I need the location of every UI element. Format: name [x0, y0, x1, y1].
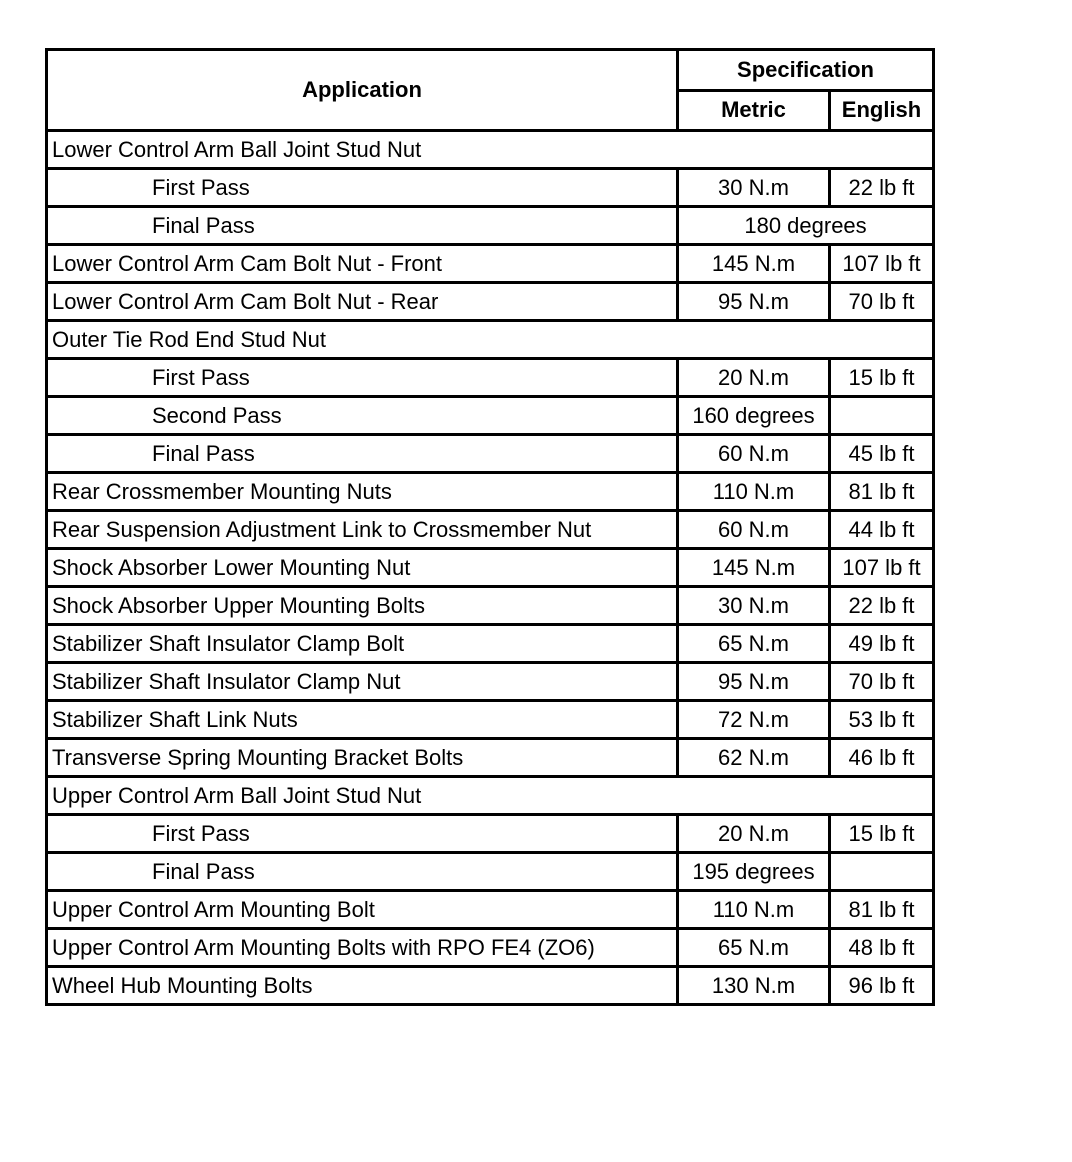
- english-cell: 81 lb ft: [830, 473, 934, 511]
- english-cell: 46 lb ft: [830, 739, 934, 777]
- application-cell: Stabilizer Shaft Insulator Clamp Nut: [47, 663, 678, 701]
- table-row: [47, 701, 934, 739]
- english-cell: 81 lb ft: [830, 891, 934, 929]
- english-cell: 22 lb ft: [830, 169, 934, 207]
- english-header: English: [830, 90, 934, 131]
- application-cell: First Pass: [47, 815, 678, 853]
- fastener-spec-table: [45, 48, 935, 1006]
- application-cell: Final Pass: [47, 853, 678, 891]
- application-cell: First Pass: [47, 169, 678, 207]
- english-cell: 70 lb ft: [830, 663, 934, 701]
- english-cell: [830, 853, 934, 891]
- table-row: [47, 473, 934, 511]
- application-cell: First Pass: [47, 359, 678, 397]
- metric-cell: 30 N.m: [678, 587, 830, 625]
- english-cell: [830, 397, 934, 435]
- application-header: Application: [47, 50, 678, 131]
- metric-cell: 145 N.m: [678, 245, 830, 283]
- application-cell: Shock Absorber Upper Mounting Bolts: [47, 587, 678, 625]
- table-row: [47, 853, 934, 891]
- table-row: [47, 169, 934, 207]
- table-row: [47, 245, 934, 283]
- metric-cell: 95 N.m: [678, 283, 830, 321]
- table-row: [47, 891, 934, 929]
- english-cell: 15 lb ft: [830, 815, 934, 853]
- application-cell: Rear Suspension Adjustment Link to Crossmember Nut: [47, 511, 678, 549]
- application-cell: Stabilizer Shaft Insulator Clamp Bolt: [47, 625, 678, 663]
- metric-cell: 130 N.m: [678, 967, 830, 1005]
- metric-cell: 160 degrees: [678, 397, 830, 435]
- table-row: [47, 663, 934, 701]
- metric-cell: 72 N.m: [678, 701, 830, 739]
- table-row: [47, 625, 934, 663]
- table-row: [47, 207, 934, 245]
- table-row: [47, 283, 934, 321]
- table-row: [47, 511, 934, 549]
- table-row: [47, 587, 934, 625]
- metric-cell: 65 N.m: [678, 625, 830, 663]
- application-cell: Final Pass: [47, 435, 678, 473]
- table-row: [47, 435, 934, 473]
- application-cell: Upper Control Arm Mounting Bolt: [47, 891, 678, 929]
- group-heading: Upper Control Arm Ball Joint Stud Nut: [47, 777, 934, 815]
- application-cell: Lower Control Arm Cam Bolt Nut - Front: [47, 245, 678, 283]
- metric-cell: 20 N.m: [678, 815, 830, 853]
- group-heading: Outer Tie Rod End Stud Nut: [47, 321, 934, 359]
- metric-cell: 65 N.m: [678, 929, 830, 967]
- application-cell: Upper Control Arm Mounting Bolts with RPO FE4 (ZO6): [47, 929, 678, 967]
- metric-cell: 180 degrees: [678, 207, 934, 245]
- english-cell: 96 lb ft: [830, 967, 934, 1005]
- application-cell: Transverse Spring Mounting Bracket Bolts: [47, 739, 678, 777]
- english-cell: 44 lb ft: [830, 511, 934, 549]
- english-cell: 107 lb ft: [830, 549, 934, 587]
- application-cell: Rear Crossmember Mounting Nuts: [47, 473, 678, 511]
- application-cell: Lower Control Arm Cam Bolt Nut - Rear: [47, 283, 678, 321]
- english-cell: 15 lb ft: [830, 359, 934, 397]
- specification-header: Specification: [678, 50, 934, 91]
- header-row-top: [47, 50, 934, 91]
- metric-cell: 145 N.m: [678, 549, 830, 587]
- metric-header: Metric: [678, 90, 830, 131]
- english-cell: 22 lb ft: [830, 587, 934, 625]
- table-row: [47, 131, 934, 169]
- table-row: [47, 777, 934, 815]
- group-heading: Lower Control Arm Ball Joint Stud Nut: [47, 131, 934, 169]
- table-row: [47, 739, 934, 777]
- english-cell: 70 lb ft: [830, 283, 934, 321]
- english-cell: 53 lb ft: [830, 701, 934, 739]
- application-cell: Wheel Hub Mounting Bolts: [47, 967, 678, 1005]
- metric-cell: 62 N.m: [678, 739, 830, 777]
- table-row: [47, 397, 934, 435]
- english-cell: 48 lb ft: [830, 929, 934, 967]
- table-row: [47, 321, 934, 359]
- metric-cell: 95 N.m: [678, 663, 830, 701]
- english-cell: 49 lb ft: [830, 625, 934, 663]
- metric-cell: 30 N.m: [678, 169, 830, 207]
- table-row: [47, 967, 934, 1005]
- table-row: [47, 359, 934, 397]
- table-row: [47, 929, 934, 967]
- metric-cell: 110 N.m: [678, 473, 830, 511]
- english-cell: 107 lb ft: [830, 245, 934, 283]
- application-cell: Second Pass: [47, 397, 678, 435]
- application-cell: Shock Absorber Lower Mounting Nut: [47, 549, 678, 587]
- table-row: [47, 549, 934, 587]
- application-cell: Final Pass: [47, 207, 678, 245]
- metric-cell: 20 N.m: [678, 359, 830, 397]
- metric-cell: 60 N.m: [678, 511, 830, 549]
- table-row: [47, 815, 934, 853]
- metric-cell: 60 N.m: [678, 435, 830, 473]
- application-cell: Stabilizer Shaft Link Nuts: [47, 701, 678, 739]
- metric-cell: 195 degrees: [678, 853, 830, 891]
- english-cell: 45 lb ft: [830, 435, 934, 473]
- metric-cell: 110 N.m: [678, 891, 830, 929]
